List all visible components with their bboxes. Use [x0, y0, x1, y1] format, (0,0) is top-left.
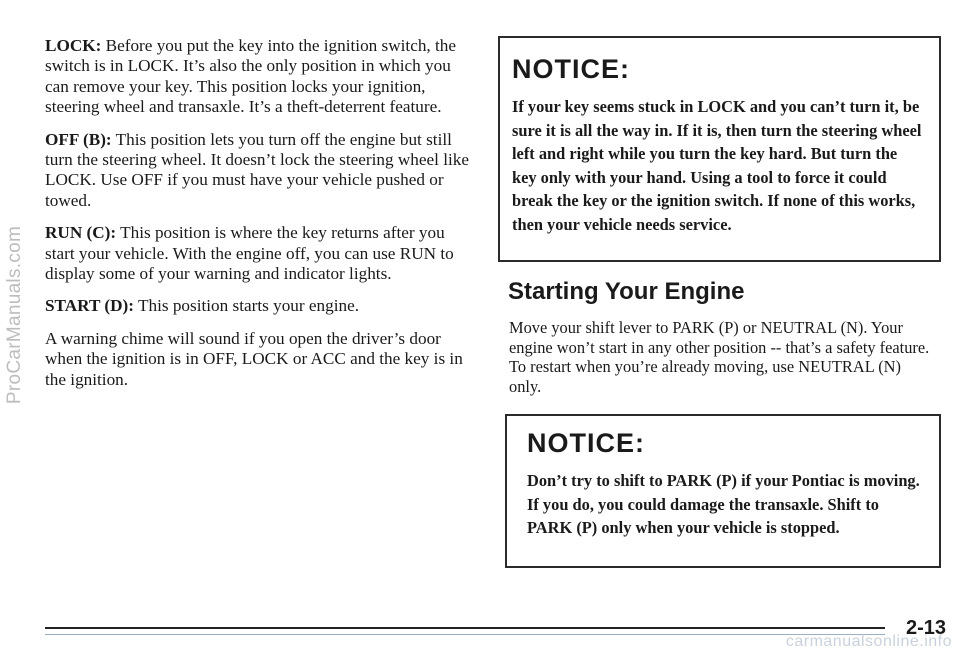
paragraph-start: [45, 296, 473, 316]
notice-title: NOTICE:: [512, 54, 630, 84]
paragraph-chime: [45, 329, 473, 390]
text-start: This position starts your engine.: [134, 296, 360, 316]
text-run: This position is where the key returns after you start your vehicle. With the engine off, you can use RUN to display some of your warning and indicator lights.: [45, 223, 454, 284]
page-number: 2-13: [905, 617, 946, 639]
footer-rule-secondary: [45, 634, 885, 635]
section-body: Move your shift lever to PARK (P) or NEUTRAL (N). Your engine won’t start in any other position -- that’s a safety feature. To restart when you’re already moving, use NEUTRAL (N) only.: [509, 318, 930, 396]
text-lock: Before you put the key into the ignition switch, the switch is in LOCK. It’s also the only position in which you can remove your key. This position locks your ignition, steering wheel and transaxle. It’s a theft-deterrent feature.: [45, 36, 457, 117]
notice-body: If your key seems stuck in LOCK and you can’t turn it, be sure it is all the way in. If it is, then turn the steering wheel left and right while you turn the key hard. But turn the key only with your hand. Using a tool to force it could break the key or the ignition switch. If none of this works, then your vehicle needs service.: [512, 97, 922, 234]
paragraph-off: [45, 130, 473, 212]
bottom-watermark: carmanualsonline.info: [785, 633, 952, 650]
text-off: This position lets you turn off the engine but still turn the steering wheel. It doesn’t lock the steering wheel like LOCK. Use OFF if you must have your vehicle pushed or towed.: [45, 129, 469, 210]
footer-rule: [45, 627, 885, 629]
term-run: RUN (C):: [45, 223, 117, 243]
notice-box-park: [505, 414, 941, 568]
left-column: [45, 36, 473, 402]
term-start: START (D):: [45, 296, 134, 316]
notice-body: Don’t try to shift to PARK (P) if your Pontiac is moving. If you do, you could damage the transaxle. Shift to PARK (P) only when your vehicle is stopped.: [527, 471, 920, 537]
side-watermark: [2, 150, 28, 480]
notice-box-key-stuck: [498, 36, 941, 262]
text-chime: A warning chime will sound if you open the driver’s door when the ignition is in OFF, LOCK or ACC and the key is in the ignition.: [45, 328, 463, 389]
term-lock: LOCK:: [45, 36, 102, 55]
notice-title: NOTICE:: [527, 428, 645, 458]
paragraph-lock: [45, 36, 473, 118]
section-heading: Starting Your Engine: [508, 278, 745, 305]
paragraph-run: [45, 223, 473, 284]
term-off: OFF (B):: [45, 129, 112, 149]
side-watermark-text: ProCarManuals.com: [4, 225, 25, 405]
